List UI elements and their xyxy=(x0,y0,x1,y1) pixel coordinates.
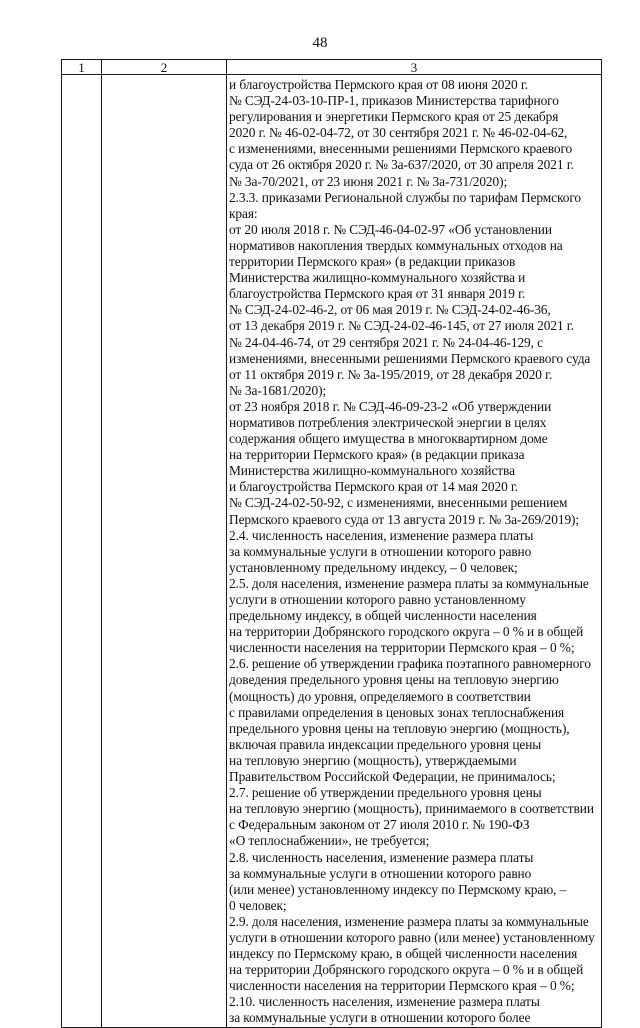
text-line: Министерства жилищно-коммунального хозяйства и xyxy=(229,270,526,286)
text-line: территории Пермского края» (в редакции приказов xyxy=(229,254,516,270)
document-table xyxy=(61,59,602,1028)
text-line: и благоустройства Пермского края от 14 мая 2020 г. xyxy=(229,479,519,495)
text-line: численности населения на территории Пермского края – 0 %; xyxy=(229,640,575,656)
text-line: индексу по Пермскому краю, в общей численности населения xyxy=(229,946,578,962)
text-line: с изменениями, внесенными решениями Пермского краевого xyxy=(229,141,573,157)
text-line: с правилами определения в ценовых зонах теплоснабжения xyxy=(229,704,565,720)
text-line: «О теплоснабжении», не требуется; xyxy=(229,833,430,849)
text-line: 2.7. решение об утверждении предельного уровня цены xyxy=(229,785,542,801)
text-line: 2.10. численность населения, изменение размера платы xyxy=(229,994,540,1010)
text-line: доведения предельного уровня цены на тепловую энергию xyxy=(229,672,559,688)
text-line: на тепловую энергию (мощность), принимаемого в соответствии xyxy=(229,801,594,817)
text-line: от 13 декабря 2019 г. № СЭД-24-02-46-145, от 27 июля 2021 г. xyxy=(229,318,574,334)
text-line: предельному индексу, в общей численности населения xyxy=(229,608,537,624)
text-line: численности населения на территории Пермского края – 0 %; xyxy=(229,978,575,994)
table-header-row xyxy=(62,60,602,75)
text-line: услуги в отношении которого равно установленному xyxy=(229,592,526,607)
column-header-2: 2 xyxy=(102,60,227,75)
text-line: за коммунальные услуги в отношении которого более xyxy=(229,1010,531,1026)
text-line: содержания общего имущества в многоквартирном доме xyxy=(229,431,548,447)
text-line: Правительством Российской Федерации, не принималось; xyxy=(229,769,556,785)
text-line: 2020 г. № 46-02-04-72, от 30 сентября 2021 г. № 46-02-04-62, xyxy=(229,125,568,141)
text-line: с Федеральным законом от 27 июля 2010 г. № 190-ФЗ xyxy=(229,817,530,833)
text-line: Министерства жилищно-коммунального хозяйства xyxy=(229,463,515,479)
text-line: 2.8. численность населения, изменение размера платы xyxy=(229,849,534,865)
text-line: на территории Добрянского городского округа – 0 % и в общей xyxy=(229,624,584,640)
text-line: за коммунальные услуги в отношении которого равно xyxy=(229,543,532,559)
column-1-cell xyxy=(62,75,102,1028)
text-line: № СЭД-24-03-10-ПР-1, приказов Министерства тарифного xyxy=(229,93,559,109)
table-row xyxy=(62,75,602,1028)
text-line: регулирования и энергетики Пермского края от 25 декабря xyxy=(229,109,559,125)
page-number: 48 xyxy=(312,35,328,51)
text-line: услуги в отношении которого равно (или менее) установленному xyxy=(229,929,595,945)
text-line: (или менее) установленному индексу по Пермскому краю, – xyxy=(229,881,567,897)
text-line: включая правила индексации предельного уровня цены xyxy=(229,736,542,752)
text-line: нормативов потребления электрической энергии в целях xyxy=(229,414,547,430)
text-line: 2.3.3. приказами Региональной службы по тарифам Пермского xyxy=(229,189,581,205)
text-line: от 23 ноября 2018 г. № СЭД-46-09-23-2 «Об утверждении xyxy=(229,398,552,414)
text-line: за коммунальные услуги в отношении которого равно xyxy=(229,865,532,881)
text-line: 2.6. решение об утверждении графика поэтапного равномерного xyxy=(229,656,591,672)
text-line: № 3а-1681/2020); xyxy=(229,382,327,398)
text-line: № СЭД-24-02-50-92, с изменениями, внесенными решением xyxy=(229,495,568,511)
text-line: 2.4. численность населения, изменение размера платы xyxy=(229,527,534,543)
text-line: от 11 октября 2019 г. № 3а-195/2019, от 28 декабря 2020 г. xyxy=(229,366,553,382)
text-line: изменениями, внесенными решениями Пермского краевого суда xyxy=(229,350,591,366)
column-2-cell xyxy=(102,75,227,1028)
text-line: № 24-04-46-74, от 29 сентября 2021 г. № 24-04-46-129, с xyxy=(229,334,543,350)
column-header-1: 1 xyxy=(62,60,102,75)
text-line: (мощность) до уровня, определяемого в соответствии xyxy=(229,688,531,704)
text-line: установленному предельному индексу, – 0 человек; xyxy=(229,559,518,575)
text-line: Пермского краевого суда от 13 августа 2019 г. № 3а-269/2019); xyxy=(229,511,580,527)
text-line: от 20 июля 2018 г. № СЭД-46-04-02-97 «Об установлении xyxy=(229,221,552,237)
column-3-text xyxy=(227,75,601,1027)
text-line: и благоустройства Пермского края от 08 июня 2020 г. xyxy=(229,77,528,92)
text-line: 0 человек; xyxy=(229,897,287,913)
text-line: предельного уровня цены на тепловую энергию (мощность), xyxy=(229,720,570,736)
text-line: № 3а-70/2021, от 23 июня 2021 г. № 3а-731/2020); xyxy=(229,173,508,189)
text-line: № СЭД-24-02-46-2, от 06 мая 2019 г. № СЭД-24-02-46-36, xyxy=(229,302,551,318)
text-line: края: xyxy=(229,205,258,221)
text-line: благоустройства Пермского края от 31 января 2019 г. xyxy=(229,286,526,302)
text-line: нормативов накопления твердых коммунальных отходов на xyxy=(229,237,563,253)
text-line: суда от 26 октября 2020 г. № 3а-637/2020, от 30 апреля 2021 г. xyxy=(229,157,574,173)
column-header-3: 3 xyxy=(227,60,602,75)
text-line: на территории Пермского края» (в редакции приказа xyxy=(229,447,525,463)
text-line: 2.5. доля населения, изменение размера платы за коммунальные xyxy=(229,575,589,591)
column-3-cell xyxy=(227,75,602,1028)
text-line: на тепловую энергию (мощность), утверждаемыми xyxy=(229,752,517,768)
text-line: 2.9. доля населения, изменение размера платы за коммунальные xyxy=(229,913,589,929)
text-line: на территории Добрянского городского округа – 0 % и в общей xyxy=(229,962,584,978)
